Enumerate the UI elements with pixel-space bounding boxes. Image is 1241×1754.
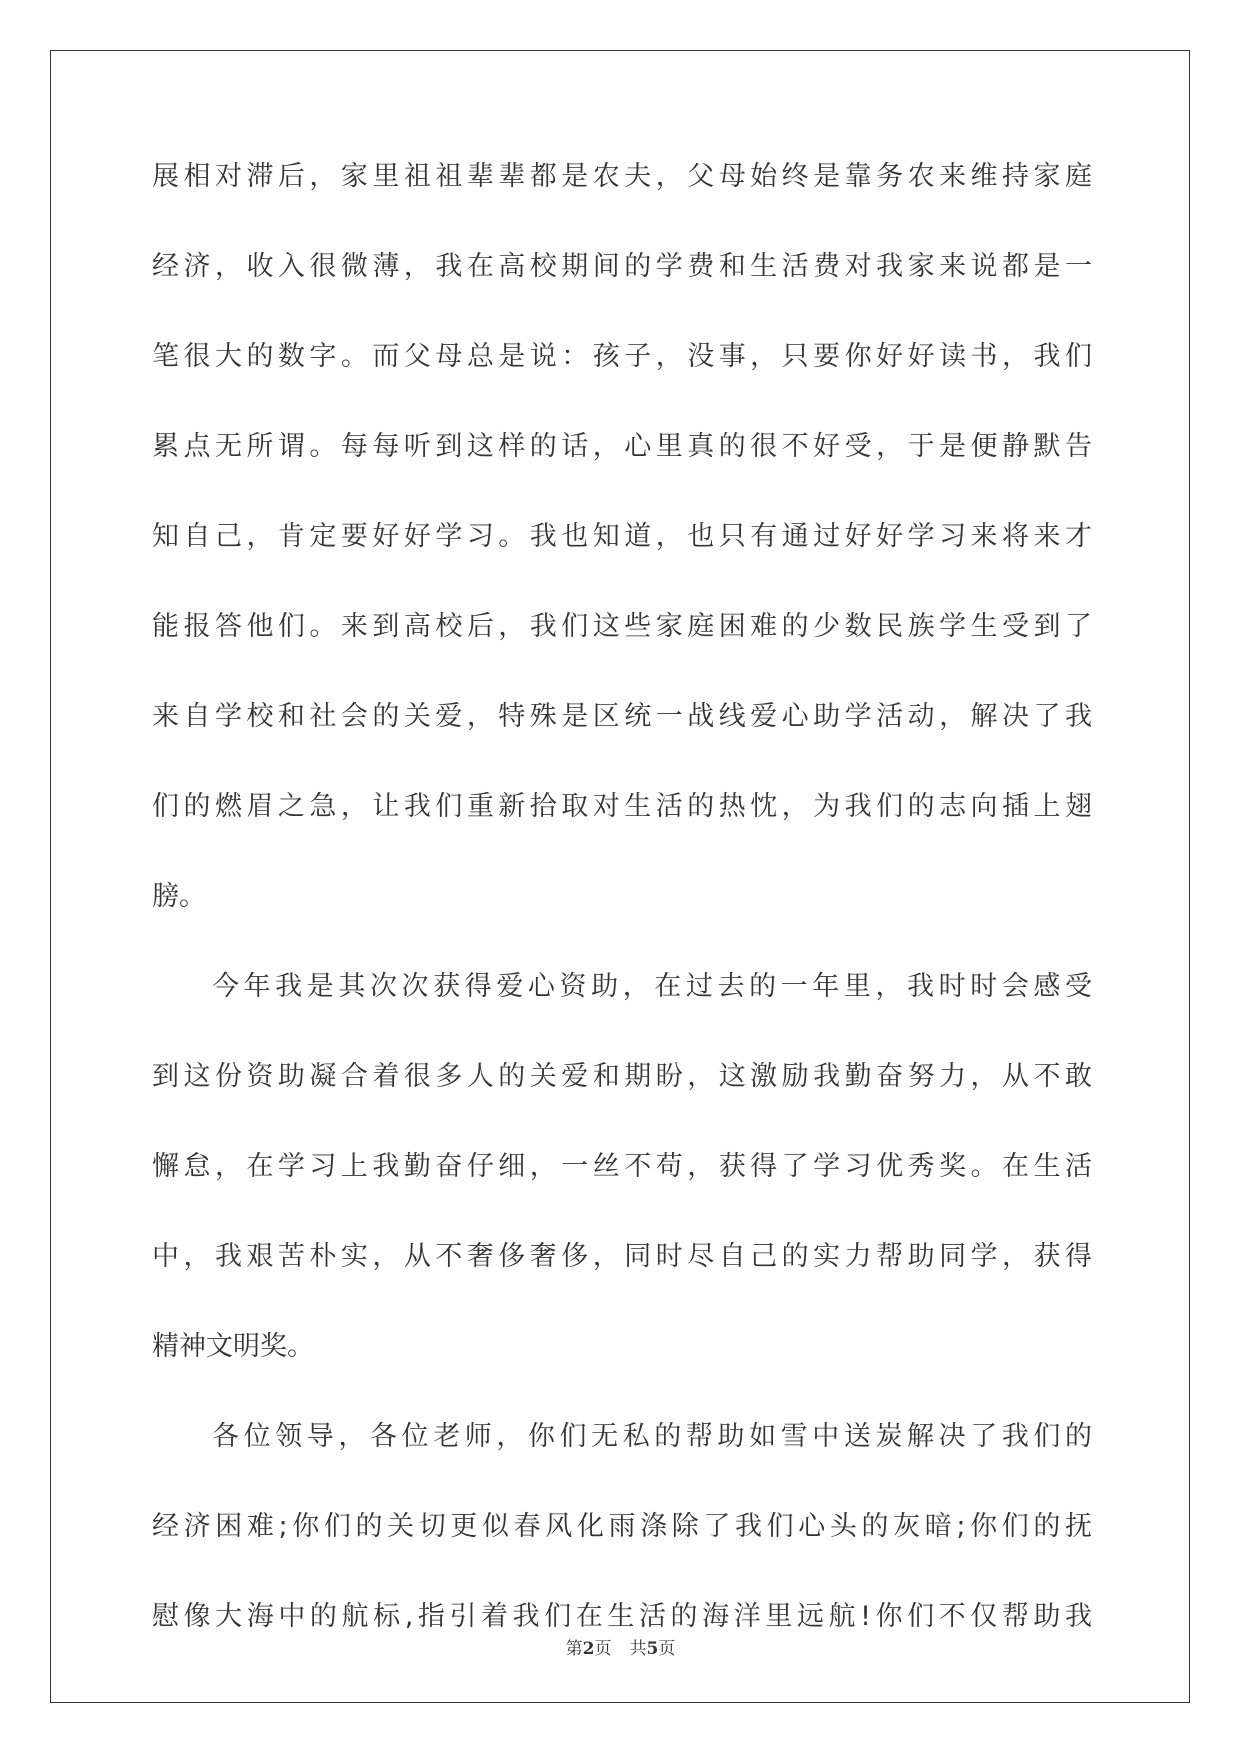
total-pages-prefix: 共 xyxy=(629,1639,647,1659)
total-pages-suffix: 页 xyxy=(658,1639,676,1659)
text-line: 中，我艰苦朴实，从不奢侈奢侈，同时尽自己的实力帮助同学，获得 xyxy=(152,1241,1092,1272)
text-line: 们的燃眉之急，让我们重新拾取对生活的热忱，为我们的志向插上翅 xyxy=(152,791,1092,822)
text-line: 能报答他们。来到高校后，我们这些家庭困难的少数民族学生受到了 xyxy=(152,611,1092,642)
text-line: 精神文明奖。 xyxy=(152,1331,314,1362)
total-pages-count: 5 xyxy=(646,1639,659,1659)
text-line: 展相对滞后，家里祖祖辈辈都是农夫，父母始终是靠务农来维持家庭 xyxy=(152,161,1092,192)
page-number-prefix: 第 xyxy=(565,1639,583,1659)
text-line: 来自学校和社会的关爱，特殊是区统一战线爱心助学活动，解决了我 xyxy=(152,701,1092,732)
text-line: 今年我是其次次获得爱心资助，在过去的一年里，我时时会感受 xyxy=(212,971,1092,1002)
page-number-current: 2 xyxy=(582,1639,595,1659)
text-line: 累点无所谓。每每听到这样的话，心里真的很不好受，于是便静默告 xyxy=(152,431,1092,462)
body-text xyxy=(152,160,1092,1690)
text-line: 经济，收入很微薄，我在高校期间的学费和生活费对我家来说都是一 xyxy=(152,251,1092,282)
page-footer xyxy=(0,1634,1241,1659)
text-line: 膀。 xyxy=(152,881,206,912)
text-line: 各位领导，各位老师，你们无私的帮助如雪中送炭解决了我们的 xyxy=(212,1421,1092,1452)
text-line: 到这份资助凝合着很多人的关爱和期盼，这激励我勤奋努力，从不敢 xyxy=(152,1061,1092,1092)
text-line: 知自己，肯定要好好学习。我也知道，也只有通过好好学习来将来才 xyxy=(152,521,1092,552)
page-number-suffix: 页 xyxy=(594,1639,612,1659)
text-line: 笔很大的数字。而父母总是说：孩子，没事，只要你好好读书，我们 xyxy=(152,341,1092,372)
text-line: 慰像大海中的航标,指引着我们在生活的海洋里远航!你们不仅帮助我 xyxy=(152,1601,1092,1632)
text-line: 经济困难;你们的关切更似春风化雨涤除了我们心头的灰暗;你们的抚 xyxy=(152,1511,1092,1542)
text-line: 懈怠，在学习上我勤奋仔细，一丝不苟，获得了学习优秀奖。在生活 xyxy=(152,1151,1092,1182)
